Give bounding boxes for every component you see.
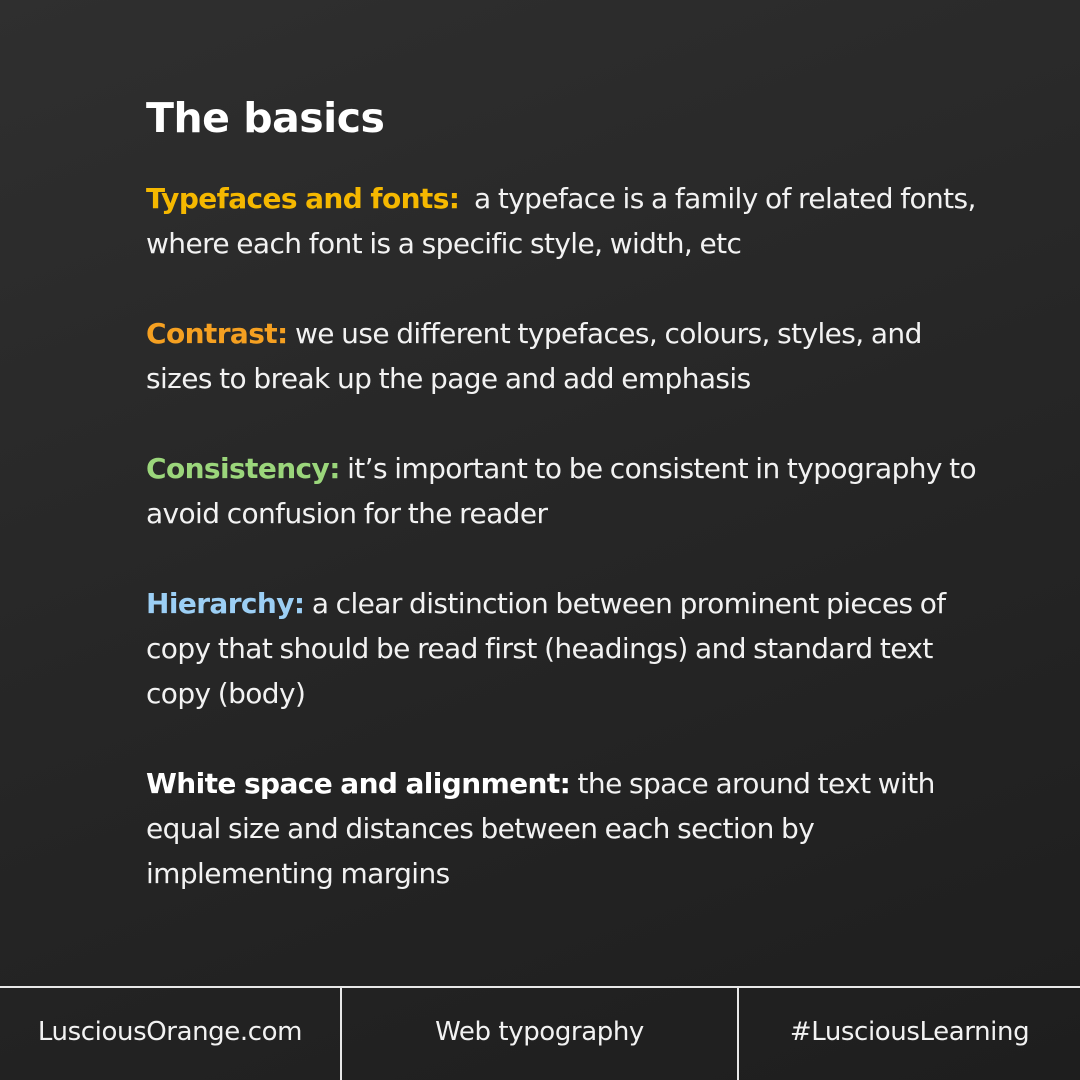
footer-hashtag: #LusciousLearning xyxy=(789,1017,1030,1047)
main-content xyxy=(146,92,986,941)
section-text-consistency: it’s important to be consistent in typography to avoid confusion for the reader xyxy=(146,452,977,530)
section-label-whitespace: White space and alignment: xyxy=(146,767,571,800)
section-text-hierarchy: a clear distinction between prominent pieces of copy that should be read first (headings) and standard text copy (body) xyxy=(146,587,946,710)
section-label-typefaces: Typefaces and fonts: xyxy=(146,182,460,215)
section-label-hierarchy: Hierarchy: xyxy=(146,587,305,620)
section-hierarchy xyxy=(146,581,986,716)
section-typefaces xyxy=(146,176,986,266)
section-text-contrast: we use different typefaces, colours, styles, and sizes to break up the page and add emphasis xyxy=(146,317,922,395)
section-label-consistency: Consistency: xyxy=(146,452,340,485)
page-title: The basics xyxy=(146,94,385,142)
footer-topic: Web typography xyxy=(342,988,739,1080)
section-contrast xyxy=(146,311,986,401)
section-label-contrast: Contrast: xyxy=(146,317,288,350)
footer-website: LusciousOrange.com xyxy=(0,988,342,1080)
section-consistency xyxy=(146,446,986,536)
footer-bar xyxy=(0,986,1080,1080)
section-text-whitespace: the space around text with equal size and distances between each section by implementing margins xyxy=(146,767,935,890)
section-whitespace xyxy=(146,761,986,896)
section-text-typefaces: a typeface is a family of related fonts, where each font is a specific style, width, etc xyxy=(146,182,984,260)
